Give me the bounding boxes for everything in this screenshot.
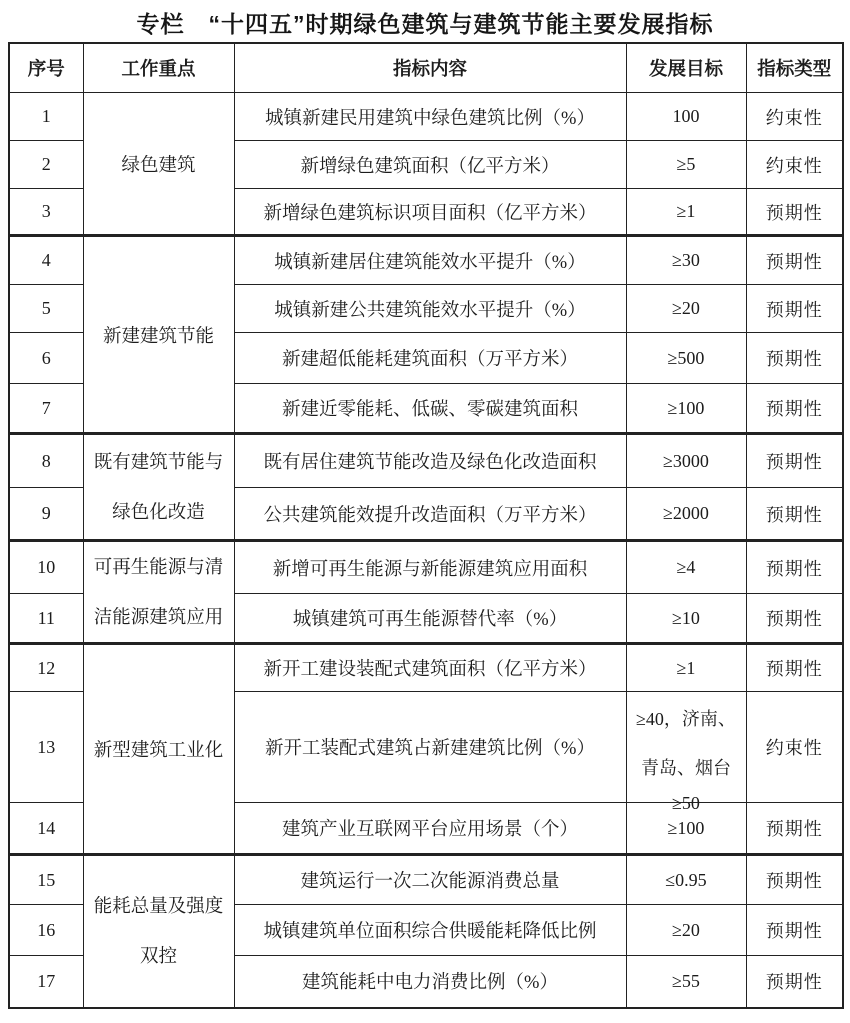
work-focus-cell: [83, 434, 234, 541]
target-line-clipped: ≥50: [672, 793, 700, 813]
indicator-type-cell: 约束性: [746, 93, 843, 141]
header-indicator: 指标内容: [234, 43, 626, 93]
target-cell: ≥4: [626, 541, 746, 594]
indicator-type-cell: 预期性: [746, 189, 843, 236]
indicator-type-cell: 约束性: [746, 141, 843, 189]
indicator-cell: 既有居住建筑节能改造及绿色化改造面积: [234, 434, 626, 488]
indicator-cell: 城镇新建民用建筑中绿色建筑比例（%）: [234, 93, 626, 141]
target-cell: ≥5: [626, 141, 746, 189]
work-focus-line: 绿色化改造: [112, 501, 205, 522]
target-line: ≥40，济南、: [636, 709, 736, 729]
header-target: 发展目标: [626, 43, 746, 93]
work-focus-line: 可再生能源与清: [93, 556, 224, 577]
indicator-cell: 新开工建设装配式建筑面积（亿平方米）: [234, 644, 626, 692]
row-number-cell: 5: [9, 285, 83, 333]
work-focus-cell: [83, 855, 234, 1008]
header-type: 指标类型: [746, 43, 843, 93]
indicators-table: [8, 42, 844, 1009]
indicator-type-cell: 预期性: [746, 956, 843, 1008]
indicator-type-cell: 预期性: [746, 236, 843, 285]
indicator-cell: 建筑运行一次二次能源消费总量: [234, 855, 626, 905]
indicator-cell: 新增绿色建筑标识项目面积（亿平方米）: [234, 189, 626, 236]
target-cell: ≥55: [626, 956, 746, 1008]
indicator-type-cell: 预期性: [746, 905, 843, 956]
table-row: [9, 855, 843, 905]
target-cell: ≥20: [626, 905, 746, 956]
indicator-type-cell: 约束性: [746, 692, 843, 803]
row-number-cell: 9: [9, 488, 83, 541]
work-focus-line: 洁能源建筑应用: [93, 606, 224, 627]
table-row: [9, 93, 843, 141]
target-cell: ≥100: [626, 384, 746, 434]
indicator-cell: 城镇建筑单位面积综合供暖能耗降低比例: [234, 905, 626, 956]
row-number-cell: 1: [9, 93, 83, 141]
work-focus-cell: 新型建筑工业化: [83, 644, 234, 855]
row-number-cell: 3: [9, 189, 83, 236]
target-cell: ≥1: [626, 644, 746, 692]
target-cell: ≥10: [626, 594, 746, 644]
indicator-cell: 城镇建筑可再生能源替代率（%）: [234, 594, 626, 644]
work-focus-line: 既有建筑节能与: [93, 451, 224, 472]
indicator-type-cell: 预期性: [746, 594, 843, 644]
work-focus-cell: 新建建筑节能: [83, 236, 234, 434]
target-cell: ≥30: [626, 236, 746, 285]
indicator-cell: 新建超低能耗建筑面积（万平方米）: [234, 333, 626, 384]
target-cell: ≥500: [626, 333, 746, 384]
work-focus-line: 双控: [139, 945, 177, 967]
header-work-focus: 工作重点: [83, 43, 234, 93]
indicator-cell: 建筑能耗中电力消费比例（%）: [234, 956, 626, 1008]
indicator-cell: 新建近零能耗、低碳、零碳建筑面积: [234, 384, 626, 434]
target-line: 青岛、烟台: [641, 758, 731, 778]
indicator-type-cell: 预期性: [746, 434, 843, 488]
table-row: [9, 644, 843, 692]
row-number-cell: 2: [9, 141, 83, 189]
indicator-cell: 新增绿色建筑面积（亿平方米）: [234, 141, 626, 189]
indicator-type-cell: 预期性: [746, 644, 843, 692]
indicator-cell: 新开工装配式建筑占新建建筑比例（%）: [234, 692, 626, 803]
target-cell: ≥100: [626, 803, 746, 855]
table-row: [9, 541, 843, 594]
target-cell: ≥20: [626, 285, 746, 333]
row-number-cell: 12: [9, 644, 83, 692]
work-focus-cell: [83, 541, 234, 644]
work-focus-line: 能耗总量及强度: [93, 895, 224, 917]
indicator-cell: 公共建筑能效提升改造面积（万平方米）: [234, 488, 626, 541]
row-number-cell: 4: [9, 236, 83, 285]
row-number-cell: 8: [9, 434, 83, 488]
row-number-cell: 15: [9, 855, 83, 905]
table-title: 专栏 “十四五”时期绿色建筑与建筑节能主要发展指标: [136, 11, 714, 37]
row-number-cell: 10: [9, 541, 83, 594]
indicator-type-cell: 预期性: [746, 541, 843, 594]
table-row: [9, 434, 843, 488]
indicator-type-cell: 预期性: [746, 803, 843, 855]
indicator-type-cell: 预期性: [746, 333, 843, 384]
indicator-cell: 建筑产业互联网平台应用场景（个）: [234, 803, 626, 855]
target-cell: [626, 692, 746, 813]
indicator-type-cell: 预期性: [746, 488, 843, 541]
indicator-type-cell: 预期性: [746, 384, 843, 434]
table-body: [9, 93, 843, 1008]
row-number-cell: 6: [9, 333, 83, 384]
work-focus-cell: 绿色建筑: [83, 93, 234, 236]
row-number-cell: 14: [9, 803, 83, 855]
target-cell: 100: [626, 93, 746, 141]
target-cell: ≥2000: [626, 488, 746, 541]
indicator-cell: 城镇新建公共建筑能效水平提升（%）: [234, 285, 626, 333]
row-number-cell: 13: [9, 692, 83, 803]
target-cell: ≥3000: [626, 434, 746, 488]
row-number-cell: 16: [9, 905, 83, 956]
target-cell: ≤0.95: [626, 855, 746, 905]
table-header-row: [9, 43, 843, 93]
row-number-cell: 11: [9, 594, 83, 644]
indicator-type-cell: 预期性: [746, 855, 843, 905]
table-row: [9, 236, 843, 285]
indicator-cell: 城镇新建居住建筑能效水平提升（%）: [234, 236, 626, 285]
row-number-cell: 17: [9, 956, 83, 1008]
indicator-type-cell: 预期性: [746, 285, 843, 333]
header-seq-no: 序号: [9, 43, 83, 93]
row-number-cell: 7: [9, 384, 83, 434]
target-cell: ≥1: [626, 189, 746, 236]
indicator-cell: 新增可再生能源与新能源建筑应用面积: [234, 541, 626, 594]
